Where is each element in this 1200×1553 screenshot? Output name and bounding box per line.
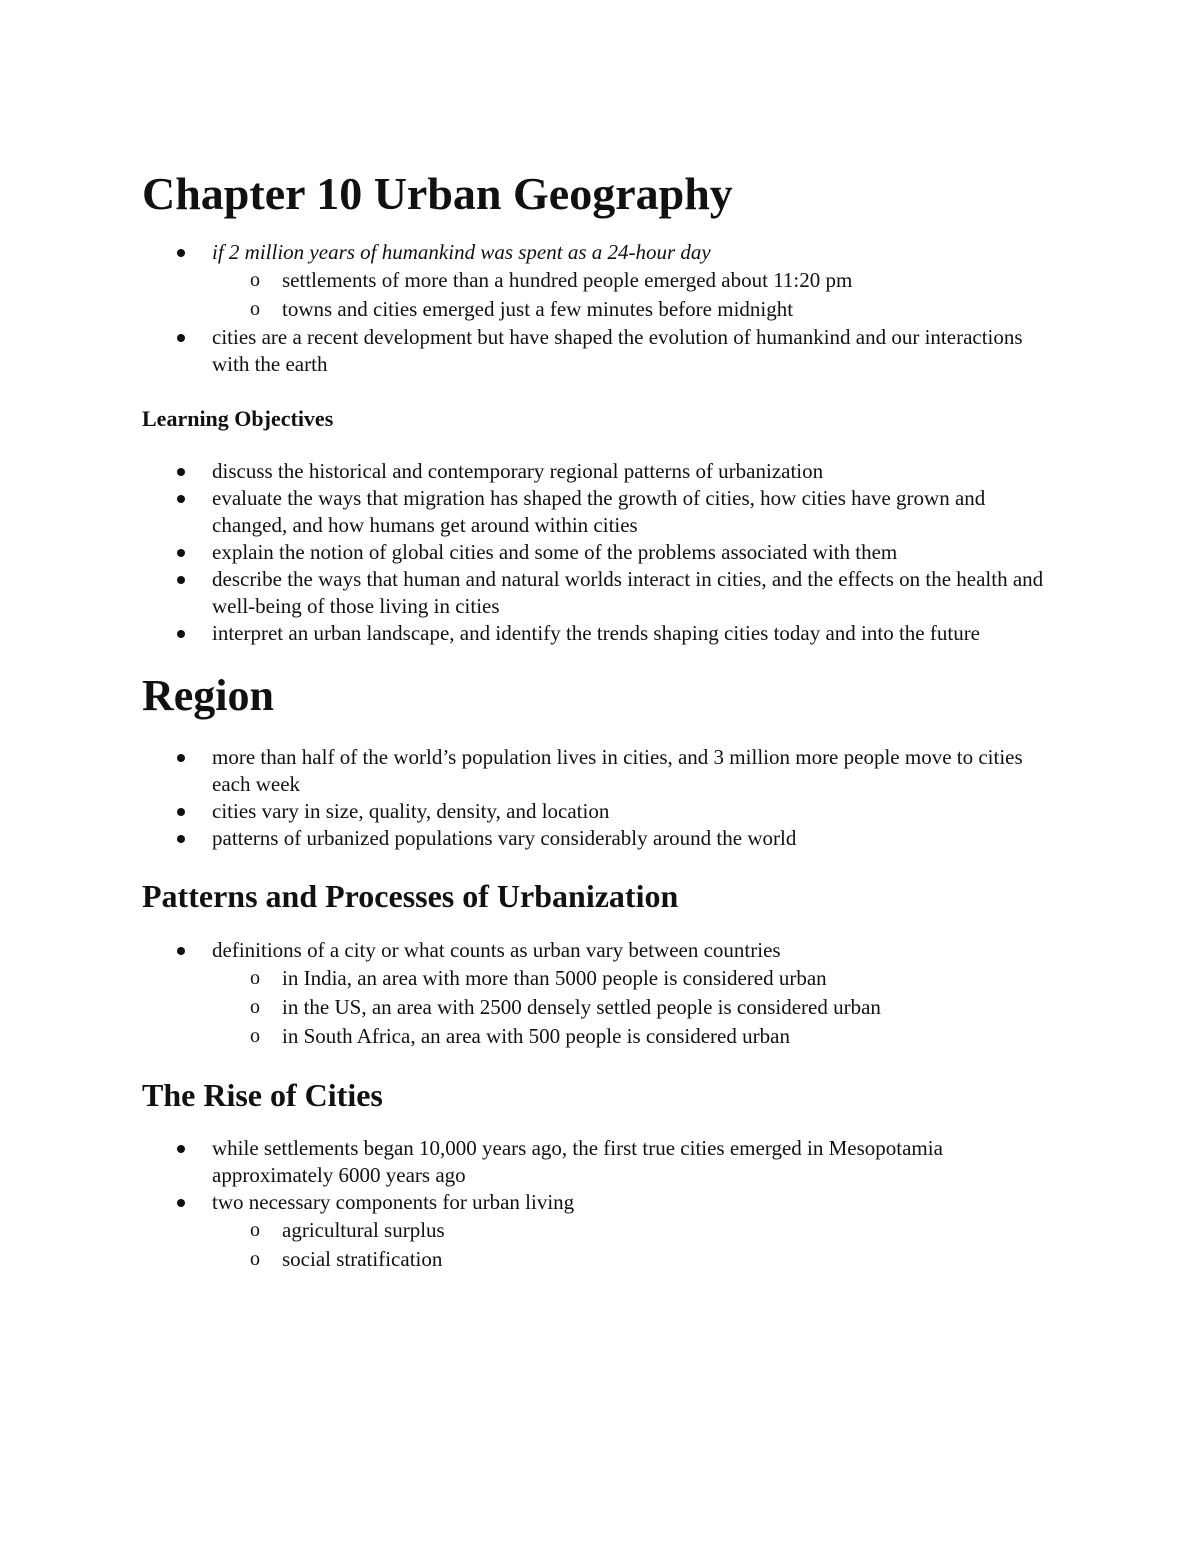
sub-list-item-text: in India, an area with more than 5000 people is considered urban (282, 965, 827, 990)
list-item: explain the notion of global cities and some of the problems associated with them (142, 539, 1062, 566)
sub-bullet-marker: o (250, 268, 260, 291)
list-item: interpret an urban landscape, and identify the trends shaping cities today and into the future (142, 620, 1062, 647)
sub-list-item (142, 1245, 1062, 1274)
patterns-list (142, 937, 1062, 1051)
sub-bullet-marker: o (250, 1248, 260, 1271)
sub-bullet-marker: o (250, 966, 260, 989)
section-heading-region: Region (142, 671, 274, 721)
list-item: discuss the historical and contemporary regional patterns of urbanization (142, 458, 1062, 485)
list-item: definitions of a city or what counts as urban vary between countries (142, 937, 1062, 964)
list-item: patterns of urbanized populations vary considerably around the world (142, 825, 1062, 852)
rise-list (142, 1135, 1062, 1274)
sub-bullet-marker: o (250, 995, 260, 1018)
list-item: describe the ways that human and natural worlds interact in cities, and the effects on the health and well-being of those living in cities (142, 566, 1062, 620)
list-item: while settlements began 10,000 years ago, the first true cities emerged in Mesopotamia approximately 6000 years ago (142, 1135, 1062, 1189)
sub-bullet-marker: o (250, 1024, 260, 1047)
list-item: two necessary components for urban living (142, 1189, 1062, 1216)
sub-bullet-marker: o (250, 297, 260, 320)
sub-list-item (142, 266, 1062, 295)
sub-list-item-text: settlements of more than a hundred people emerged about 11:20 pm (282, 267, 853, 292)
objectives-list (142, 458, 1062, 647)
sub-list-item (142, 295, 1062, 324)
sub-list-item-text: towns and cities emerged just a few minutes before midnight (282, 296, 794, 321)
sub-list-item-text: social stratification (282, 1247, 443, 1272)
sub-list-item-text: agricultural surplus (282, 1218, 445, 1243)
page-title: Chapter 10 Urban Geography (142, 168, 733, 219)
list-item: if 2 million years of humankind was spent as a 24-hour day (142, 239, 1062, 266)
sub-bullet-marker: o (250, 1219, 260, 1242)
region-list (142, 744, 1062, 852)
sub-list-item-text: in the US, an area with 2500 densely settled people is considered urban (282, 994, 881, 1019)
sub-list-item (142, 993, 1062, 1022)
list-item: evaluate the ways that migration has shaped the growth of cities, how cities have grown and changed, and how humans get around within cities (142, 485, 1062, 539)
list-item: more than half of the world’s population lives in cities, and 3 million more people move to cities each week (142, 744, 1062, 798)
sub-list-item-text: in South Africa, an area with 500 people is considered urban (282, 1023, 790, 1048)
intro-list (142, 239, 1062, 378)
document-content (142, 168, 1062, 1274)
list-item: cities are a recent development but have shaped the evolution of humankind and our interactions with the earth (142, 324, 1062, 378)
section-heading-learning-objectives: Learning Objectives (142, 405, 334, 431)
list-item: cities vary in size, quality, density, and location (142, 798, 1062, 825)
sub-list-item (142, 1022, 1062, 1051)
section-heading-rise-of-cities: The Rise of Cities (142, 1076, 383, 1113)
sub-list-item (142, 1216, 1062, 1245)
sub-list-item (142, 964, 1062, 993)
section-heading-patterns: Patterns and Processes of Urbanization (142, 877, 679, 914)
